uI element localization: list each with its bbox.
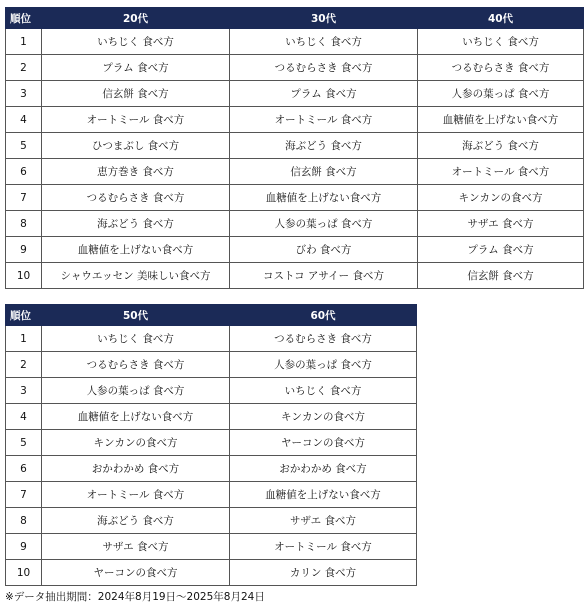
- table-row: [6, 404, 417, 430]
- table-row: [6, 81, 584, 107]
- cell-60s: オートミール 食べ方: [230, 534, 417, 560]
- table-row: [6, 430, 417, 456]
- table-row: [6, 560, 417, 586]
- header-rank: 順位: [6, 8, 42, 29]
- table-row: [6, 263, 584, 289]
- rank-cell: 4: [6, 404, 42, 430]
- rank-cell: 3: [6, 81, 42, 107]
- rank-cell: 10: [6, 263, 42, 289]
- cell-60s: カリン 食べ方: [230, 560, 417, 586]
- rank-cell: 9: [6, 534, 42, 560]
- table-row: [6, 159, 584, 185]
- cell-20s: シャウエッセン 美味しい食べ方: [42, 263, 230, 289]
- header-rank: 順位: [6, 305, 42, 326]
- cell-40s: 人参の葉っぱ 食べ方: [418, 81, 584, 107]
- rank-cell: 9: [6, 237, 42, 263]
- table-header-row: [6, 8, 584, 29]
- cell-50s: つるむらさき 食べ方: [42, 352, 230, 378]
- table-row: [6, 185, 584, 211]
- rank-cell: 10: [6, 560, 42, 586]
- rank-cell: 6: [6, 456, 42, 482]
- cell-20s: 信玄餅 食べ方: [42, 81, 230, 107]
- cell-20s: いちじく 食べ方: [42, 29, 230, 55]
- cell-30s: びわ 食べ方: [230, 237, 418, 263]
- rank-cell: 1: [6, 326, 42, 352]
- table-row: [6, 237, 584, 263]
- cell-60s: つるむらさき 食べ方: [230, 326, 417, 352]
- header-20s: 20代: [42, 8, 230, 29]
- cell-40s: いちじく 食べ方: [418, 29, 584, 55]
- cell-50s: 人参の葉っぱ 食べ方: [42, 378, 230, 404]
- cell-40s: 血糖値を上げない食べ方: [418, 107, 584, 133]
- cell-30s: 血糖値を上げない食べ方: [230, 185, 418, 211]
- cell-20s: 血糖値を上げない食べ方: [42, 237, 230, 263]
- rank-cell: 1: [6, 29, 42, 55]
- cell-30s: 信玄餅 食べ方: [230, 159, 418, 185]
- header-60s: 60代: [230, 305, 417, 326]
- rank-cell: 3: [6, 378, 42, 404]
- ranking-table-20s-40s: [5, 7, 584, 289]
- table-row: [6, 29, 584, 55]
- table-row: [6, 456, 417, 482]
- cell-30s: いちじく 食べ方: [230, 29, 418, 55]
- table-row: [6, 482, 417, 508]
- cell-60s: ヤーコンの食べ方: [230, 430, 417, 456]
- table-row: [6, 352, 417, 378]
- table-row: [6, 133, 584, 159]
- cell-30s: コストコ アサイー 食べ方: [230, 263, 418, 289]
- cell-40s: つるむらさき 食べ方: [418, 55, 584, 81]
- cell-30s: つるむらさき 食べ方: [230, 55, 418, 81]
- cell-50s: 血糖値を上げない食べ方: [42, 404, 230, 430]
- rank-cell: 2: [6, 55, 42, 81]
- table-header-row: [6, 305, 417, 326]
- cell-40s: 信玄餅 食べ方: [418, 263, 584, 289]
- header-30s: 30代: [230, 8, 418, 29]
- table-row: [6, 508, 417, 534]
- rank-cell: 7: [6, 185, 42, 211]
- cell-40s: プラム 食べ方: [418, 237, 584, 263]
- cell-40s: サザエ 食べ方: [418, 211, 584, 237]
- table-row: [6, 211, 584, 237]
- rank-cell: 7: [6, 482, 42, 508]
- cell-40s: オートミール 食べ方: [418, 159, 584, 185]
- cell-50s: サザエ 食べ方: [42, 534, 230, 560]
- cell-60s: いちじく 食べ方: [230, 378, 417, 404]
- table-row: [6, 55, 584, 81]
- cell-30s: オートミール 食べ方: [230, 107, 418, 133]
- cell-50s: キンカンの食べ方: [42, 430, 230, 456]
- cell-20s: つるむらさき 食べ方: [42, 185, 230, 211]
- cell-60s: 人参の葉っぱ 食べ方: [230, 352, 417, 378]
- cell-40s: キンカンの食べ方: [418, 185, 584, 211]
- cell-20s: 恵方巻き 食べ方: [42, 159, 230, 185]
- cell-30s: 海ぶどう 食べ方: [230, 133, 418, 159]
- cell-50s: おかわかめ 食べ方: [42, 456, 230, 482]
- table-row: [6, 326, 417, 352]
- cell-60s: キンカンの食べ方: [230, 404, 417, 430]
- cell-50s: ヤーコンの食べ方: [42, 560, 230, 586]
- cell-60s: おかわかめ 食べ方: [230, 456, 417, 482]
- cell-20s: オートミール 食べ方: [42, 107, 230, 133]
- cell-20s: 海ぶどう 食べ方: [42, 211, 230, 237]
- data-period-footnote: ※データ抽出期間：2024年8月19日～2025年8月24日: [5, 591, 265, 603]
- rank-cell: 5: [6, 430, 42, 456]
- rank-cell: 8: [6, 508, 42, 534]
- ranking-table-50s-60s: [5, 304, 417, 586]
- cell-60s: 血糖値を上げない食べ方: [230, 482, 417, 508]
- cell-60s: サザエ 食べ方: [230, 508, 417, 534]
- cell-30s: プラム 食べ方: [230, 81, 418, 107]
- table-row: [6, 534, 417, 560]
- rank-cell: 8: [6, 211, 42, 237]
- cell-50s: オートミール 食べ方: [42, 482, 230, 508]
- header-40s: 40代: [418, 8, 584, 29]
- cell-30s: 人参の葉っぱ 食べ方: [230, 211, 418, 237]
- rank-cell: 2: [6, 352, 42, 378]
- rank-cell: 6: [6, 159, 42, 185]
- header-50s: 50代: [42, 305, 230, 326]
- cell-20s: ひつまぶし 食べ方: [42, 133, 230, 159]
- rank-cell: 5: [6, 133, 42, 159]
- rank-cell: 4: [6, 107, 42, 133]
- table-row: [6, 107, 584, 133]
- cell-40s: 海ぶどう 食べ方: [418, 133, 584, 159]
- cell-50s: 海ぶどう 食べ方: [42, 508, 230, 534]
- cell-50s: いちじく 食べ方: [42, 326, 230, 352]
- cell-20s: プラム 食べ方: [42, 55, 230, 81]
- table-row: [6, 378, 417, 404]
